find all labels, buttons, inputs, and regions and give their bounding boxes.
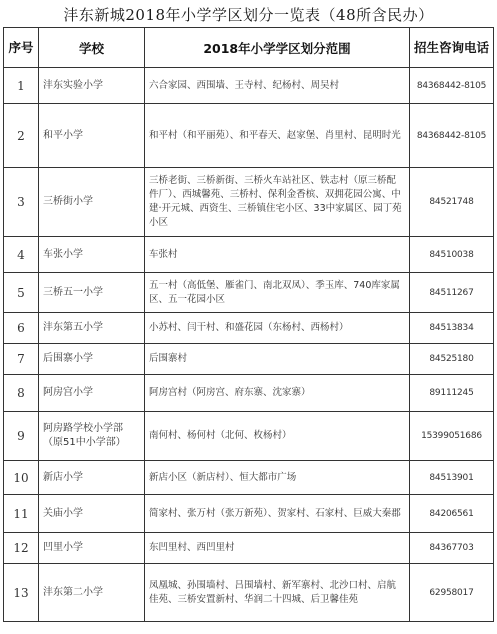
- row-range: 东凹里村、西凹里村: [145, 533, 410, 564]
- row-no: 2: [4, 104, 39, 168]
- row-no: 7: [4, 344, 39, 375]
- table-row: [4, 237, 494, 273]
- row-phone: 62958017: [410, 564, 494, 622]
- row-range: 三桥老街、三桥新街、三桥火车站社区、铁志村（原三桥配件厂）、西城馨苑、三桥村、保利金香槟、双拥花园公寓、中建·开元城、西资生、三桥镇住宅小区、33中家属区、园丁苑小区: [145, 168, 410, 237]
- row-phone: 84511267: [410, 273, 494, 313]
- row-range: 和平村（和平丽苑）、和平春天、赵家堡、肖里村、昆明时光: [145, 104, 410, 168]
- header-phone: 招生咨询电话: [410, 28, 494, 68]
- row-no: 9: [4, 412, 39, 461]
- row-no: 5: [4, 273, 39, 313]
- row-no: 3: [4, 168, 39, 237]
- row-phone: 84513901: [410, 461, 494, 495]
- row-range: 阿房宫村（阿房宫、府东寨、沈家寨）: [145, 375, 410, 412]
- row-phone: 84521748: [410, 168, 494, 237]
- row-school: 沣东第二小学: [39, 564, 145, 622]
- school-district-table: [3, 27, 494, 622]
- row-no: 10: [4, 461, 39, 495]
- row-no: 6: [4, 313, 39, 344]
- row-range: 后围寨村: [145, 344, 410, 375]
- table-row: [4, 168, 494, 237]
- row-school: 阿房路学校小学部（原51中小学部）: [39, 412, 145, 461]
- row-phone: 84525180: [410, 344, 494, 375]
- row-school: 沣东实验小学: [39, 68, 145, 104]
- row-school: 三桥五一小学: [39, 273, 145, 313]
- table-row: [4, 68, 494, 104]
- row-phone: 84368442-8105: [410, 104, 494, 168]
- row-range: 新店小区（新店村）、恒大都市广场: [145, 461, 410, 495]
- row-range: 五一村（高低堡、雁雀门、南北双凤）、季玉库、740库家属区、五一花园小区: [145, 273, 410, 313]
- table-row: [4, 344, 494, 375]
- row-no: 1: [4, 68, 39, 104]
- row-range: 南何村、杨何村（北何、枚杨村）: [145, 412, 410, 461]
- row-no: 11: [4, 495, 39, 533]
- header-school: 学校: [39, 28, 145, 68]
- table-row: [4, 495, 494, 533]
- row-range: 简家村、张万村（张万新苑）、贺家村、石家村、巨威大秦郡: [145, 495, 410, 533]
- header-no: 序号: [4, 28, 39, 68]
- table-row: [4, 273, 494, 313]
- table-row: [4, 104, 494, 168]
- row-school: 和平小学: [39, 104, 145, 168]
- row-school: 新店小学: [39, 461, 145, 495]
- table-row: [4, 412, 494, 461]
- table-row: [4, 313, 494, 344]
- row-school: 凹里小学: [39, 533, 145, 564]
- row-school: 关庙小学: [39, 495, 145, 533]
- table-header-row: [4, 28, 494, 68]
- row-range: 六合家园、西围墙、王寺村、纪杨村、周吴村: [145, 68, 410, 104]
- row-range: 车张村: [145, 237, 410, 273]
- row-school: 阿房宫小学: [39, 375, 145, 412]
- row-phone: 89111245: [410, 375, 494, 412]
- row-phone: 84510038: [410, 237, 494, 273]
- header-range: 2018年小学学区划分范围: [145, 28, 410, 68]
- row-school: 车张小学: [39, 237, 145, 273]
- row-no: 13: [4, 564, 39, 622]
- row-school: 三桥街小学: [39, 168, 145, 237]
- table-row: [4, 533, 494, 564]
- row-phone: 15399051686: [410, 412, 494, 461]
- table-row: [4, 564, 494, 622]
- row-phone: 84368442-8105: [410, 68, 494, 104]
- row-range: 凤凰城、孙围墙村、吕围墙村、新军寨村、北沙口村、启航佳苑、三桥安置新村、华润二十四城、后卫馨佳苑: [145, 564, 410, 622]
- page-title: 沣东新城2018年小学学区划分一览表（48所含民办）: [63, 6, 434, 24]
- row-phone: 84367703: [410, 533, 494, 564]
- row-school: 沣东第五小学: [39, 313, 145, 344]
- row-phone: 84513834: [410, 313, 494, 344]
- row-no: 12: [4, 533, 39, 564]
- row-no: 8: [4, 375, 39, 412]
- row-range: 小苏村、闫干村、和盛花园（东杨村、西杨村）: [145, 313, 410, 344]
- row-school: 后围寨小学: [39, 344, 145, 375]
- table-row: [4, 461, 494, 495]
- row-no: 4: [4, 237, 39, 273]
- row-phone: 84206561: [410, 495, 494, 533]
- table-row: [4, 375, 494, 412]
